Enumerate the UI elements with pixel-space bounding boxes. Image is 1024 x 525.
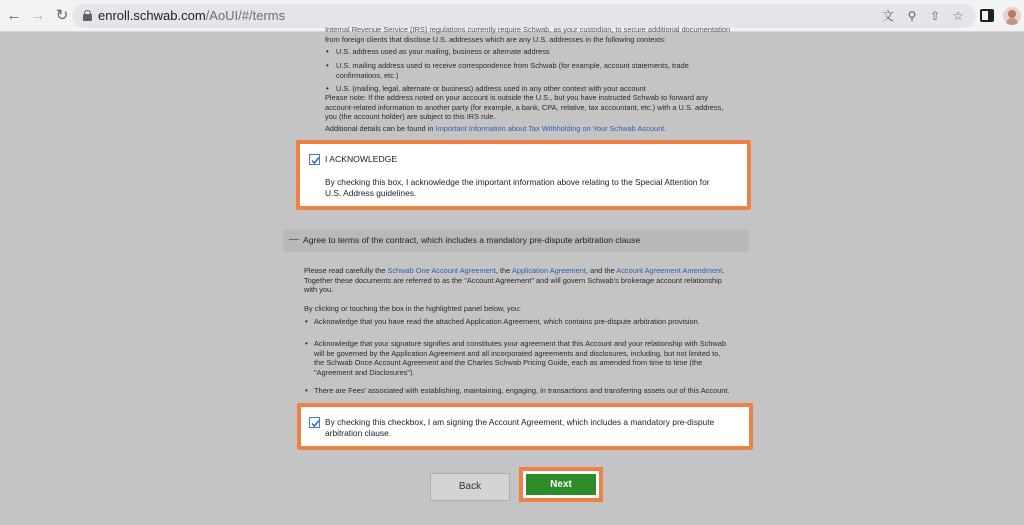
lock-icon[interactable] xyxy=(83,10,92,21)
signing-checkbox[interactable] xyxy=(309,417,320,428)
application-agreement-link[interactable]: Application Agreement xyxy=(511,266,586,275)
side-panel-icon[interactable] xyxy=(980,9,994,22)
back-arrow-icon[interactable]: ← xyxy=(6,7,22,24)
acknowledge-label[interactable]: I ACKNOWLEDGE xyxy=(325,154,398,164)
irs-bullet-1: U.S. address used as your mailing, business or alternate address xyxy=(336,47,550,56)
forward-arrow-icon[interactable]: → xyxy=(30,7,46,24)
signing-panel xyxy=(297,403,753,450)
contract-bullet-3: There are Fees' associated with establishing, maintaining, engaging, in transactions and transferring assets out of this Account. xyxy=(314,386,730,395)
bullet-dot: • xyxy=(305,339,308,348)
star-icon[interactable]: ☆ xyxy=(952,9,964,23)
contract-read-carefully: Please read carefully the Schwab One Account Agreement, the Application Agreement, and the Account Agreement Amendment. Together these documents are referred to as the "Account Agreement" and will govern Schwab's brokerage account relationship with you. xyxy=(304,266,725,295)
bullet-dot: • xyxy=(305,386,308,395)
url-text[interactable]: enroll.schwab.com/AoUI/#/terms xyxy=(98,8,286,23)
accordion-title[interactable]: Agree to terms of the contract, which includes a mandatory pre-dispute arbitration clause xyxy=(303,235,641,245)
next-button[interactable]: Next xyxy=(526,474,596,495)
back-button[interactable]: Back xyxy=(430,473,510,501)
bullet-dot: • xyxy=(305,317,308,326)
bullet-dot: • xyxy=(326,47,329,56)
account-agreement-amendment-link[interactable]: Account Agreement Amendment xyxy=(616,266,723,275)
next-button-highlight xyxy=(519,467,603,502)
acknowledge-checkbox[interactable] xyxy=(309,154,320,165)
contract-bullet-1: Acknowledge that you have read the attached Application Agreement, which contains pre-dispute arbitration provision. xyxy=(314,317,700,326)
translate-icon[interactable]: 文 xyxy=(881,9,894,23)
profile-avatar[interactable] xyxy=(1003,7,1021,25)
share-icon[interactable]: ⇧ xyxy=(929,9,941,23)
contract-bullet-2: Acknowledge that your signature signifies and constitutes your agreement that this Account and your relationship with Schwab will be governed by the Application Agreement and all incorporated agreements and disclosures, including, but not limited to, the Schwab Once Account Agreement and the Charles Schwab Pricing Guide, each as amended from time to time (the "Agreement and Disclosures"). xyxy=(314,339,727,377)
acknowledge-description: By checking this box, I acknowledge the important information above relating to the Special Attention for U.S. Address guidelines. xyxy=(325,177,710,198)
irs-intro: from foreign clients that disclose U.S. addresses which are any U.S. addresses in the following contexts: xyxy=(325,35,666,44)
checkmark-icon xyxy=(310,155,321,166)
acknowledge-panel xyxy=(296,140,751,210)
tax-withholding-link[interactable]: Important Information about Tax Withholding on Your Schwab Account xyxy=(435,124,665,133)
reload-icon[interactable]: ↻ xyxy=(55,7,69,24)
contract-accordion-header[interactable] xyxy=(283,230,749,252)
irs-intro-cut: Internal Revenue Service (IRS) regulations currently require Schwab, as your custodian, to secure additional documentation xyxy=(325,25,731,34)
zoom-icon[interactable]: ⚲ xyxy=(907,9,917,23)
bullet-dot: • xyxy=(326,84,329,93)
bullet-dot: • xyxy=(326,61,329,70)
irs-bullet-2: U.S. mailing address used to receive correspondence from Schwab (for example, account statements, trade confirmations, etc.) xyxy=(336,61,689,80)
irs-bullet-3: U.S. (mailing, legal, alternate or business) address used in any other context with your account xyxy=(336,84,646,93)
schwab-one-agreement-link[interactable]: Schwab One Account Agreement xyxy=(387,266,496,275)
signing-label[interactable]: By checking this checkbox, I am signing the Account Agreement, which includes a mandatory pre-dispute arbitration clause. xyxy=(325,417,715,438)
irs-note: Please note: If the address noted on your account is outside the U.S., but you have instructed Schwab to forward any account-related information to another party (for example, a bank, CPA, relative, tax accountant, etc.) with a U.S. address, you (the account holder) are subject to this IRS rule. xyxy=(325,93,724,122)
checkmark-icon xyxy=(310,418,321,429)
contract-by-clicking: By clicking or touching the box in the highlighted panel below, you: xyxy=(304,304,521,313)
collapse-icon[interactable]: — xyxy=(289,234,299,245)
irs-additional-details: Additional details can be found in Important Information about Tax Withholding on Your Schwab Account. xyxy=(325,124,667,133)
